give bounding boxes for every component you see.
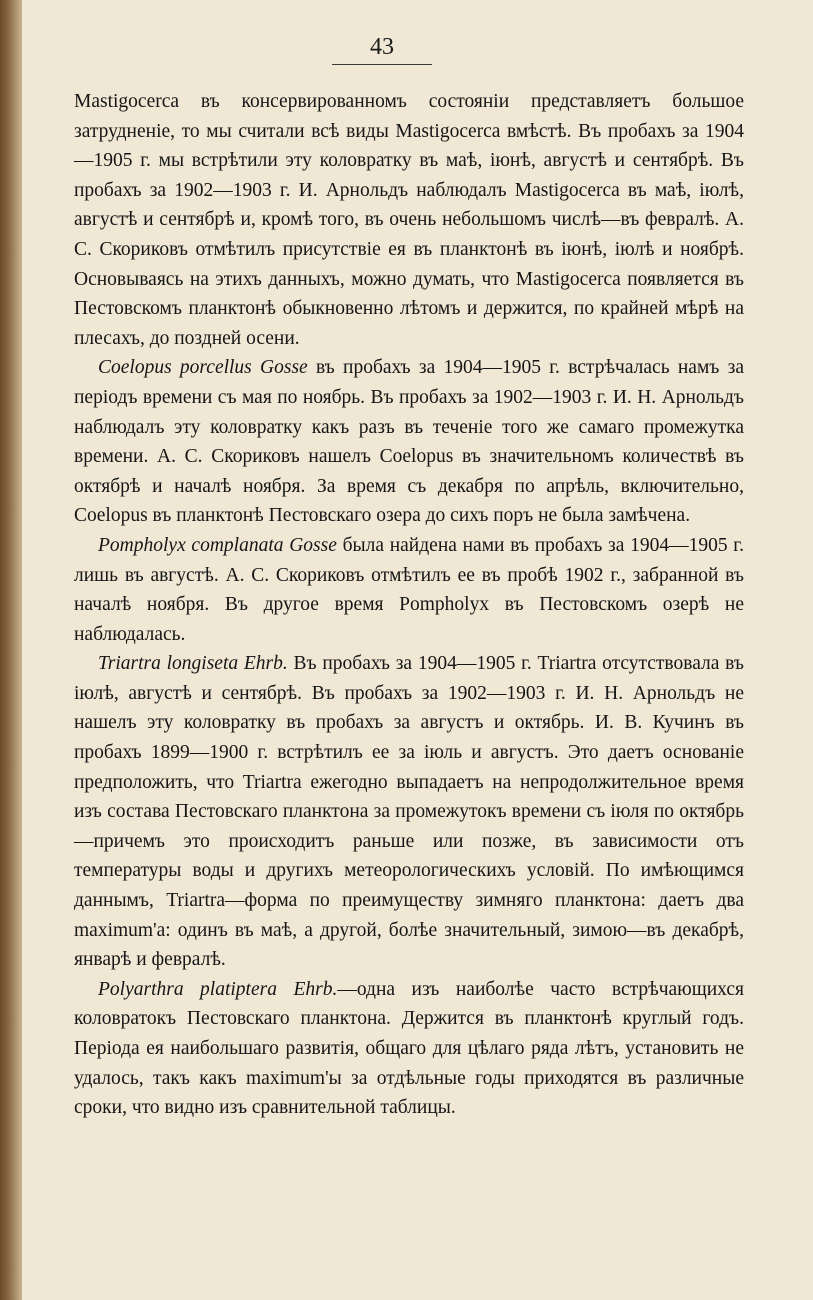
paragraph-text: въ пробахъ за 1904—1905 г. встрѣчалась намъ за перiодъ времени съ мая по ноябрь. Въ пробахъ за 1902—1903 г. И. Н. Арнольдъ наблюдалъ эту коловратку какъ разъ въ теченiе того же самаго промежутка времени. А. С. Скориковъ нашелъ Coelopus въ значительномъ количествѣ въ октябрѣ и началѣ ноября. За время съ декабря по апрѣль, включительно, Coelopus въ планктонѣ Пестовскаго озера до сихъ поръ не была замѣчена. (74, 357, 744, 527)
paragraph-text: —одна изъ наиболѣе часто встрѣчающихся коловратокъ Пестовскаго планктона. Держится въ планктонѣ круглый годъ. Перiода ея наибольшаго развитiя, общаго для цѣлаго ряда лѣтъ, установить не удалось, такъ какъ maximum'ы за отдѣльные годы приходятся въ различные сроки, что видно изъ сравнительной таблицы. (74, 978, 744, 1119)
book-page (22, 0, 813, 1300)
paragraph-text: была найдена нами въ пробахъ за 1904—1905 г. лишь въ августѣ. А. С. Скориковъ отмѣтилъ ее въ пробѣ 1902 г., забранной въ началѣ ноября. Въ другое время Pompholyx въ Пестовскомъ озерѣ не наблюдалась. (74, 534, 744, 645)
paragraph-coelopus (74, 353, 744, 531)
paragraph-pompholyx (74, 531, 744, 649)
paragraph-text: Въ пробахъ за 1904—1905 г. Triartra отсутствовала въ iюлѣ, августѣ и сентябрѣ. Въ пробахъ за 1902—1903 г. И. Н. Арнольдъ не нашелъ эту коловратку въ пробахъ за августъ и октябрь. И. В. Кучинъ въ пробахъ 1899—1900 г. встрѣтилъ ее за iюль и августъ. Это даетъ основанiе предположить, что Triartra ежегодно выпадаетъ на непродолжительное время изъ состава Пестовскаго планктона за промежутокъ времени съ iюля по октябрь—причемъ это происходитъ раньше или позже, въ зависимости отъ температуры воды и другихъ метеорологическихъ условiй. По имѣющимся даннымъ, Triartra—форма по преимуществу зимняго планктона: даетъ два maximum'a: одинъ въ маѣ, а другой, болѣе значительный, зимою—въ декабрѣ, январѣ и февралѣ. (74, 653, 744, 971)
paragraph-triartra (74, 649, 744, 975)
species-name: Polyarthra platiptera Ehrb. (98, 978, 338, 1000)
page-number-rule (332, 64, 432, 65)
species-name: Coelopus porcellus Gosse (98, 357, 308, 379)
page-body-text (74, 87, 744, 1123)
species-name: Pompholyx complanata Gosse (98, 534, 337, 556)
book-binding-edge (0, 0, 22, 1300)
paragraph-mastigocerca (74, 87, 744, 353)
paragraph-text: Mastigocerca въ консервированномъ состоянiи представляетъ большое затрудненiе, то мы считали всѣ виды Mastigocerca вмѣстѣ. Въ пробахъ за 1904—1905 г. мы встрѣтили эту коловратку въ маѣ, iюнѣ, августѣ и сентябрѣ. Въ пробахъ за 1902—1903 г. И. Арнольдъ наблюдалъ Mastigocerca въ маѣ, iюлѣ, августѣ и сентябрѣ и, кромѣ того, въ очень небольшомъ числѣ—въ февралѣ. А. С. Скориковъ отмѣтилъ присутствiе ея въ планктонѣ въ iюнѣ, iюлѣ и ноябрѣ. Основываясь на этихъ данныхъ, можно думать, что Mastigocerca появляется въ Пестовскомъ планктонѣ обыкновенно лѣтомъ и держится, по крайней мѣрѣ на плесахъ, до поздней осени. (74, 91, 744, 349)
species-name: Triartra longiseta Ehrb. (98, 653, 288, 675)
page-number: 43 (370, 34, 394, 60)
paragraph-polyarthra (74, 975, 744, 1123)
